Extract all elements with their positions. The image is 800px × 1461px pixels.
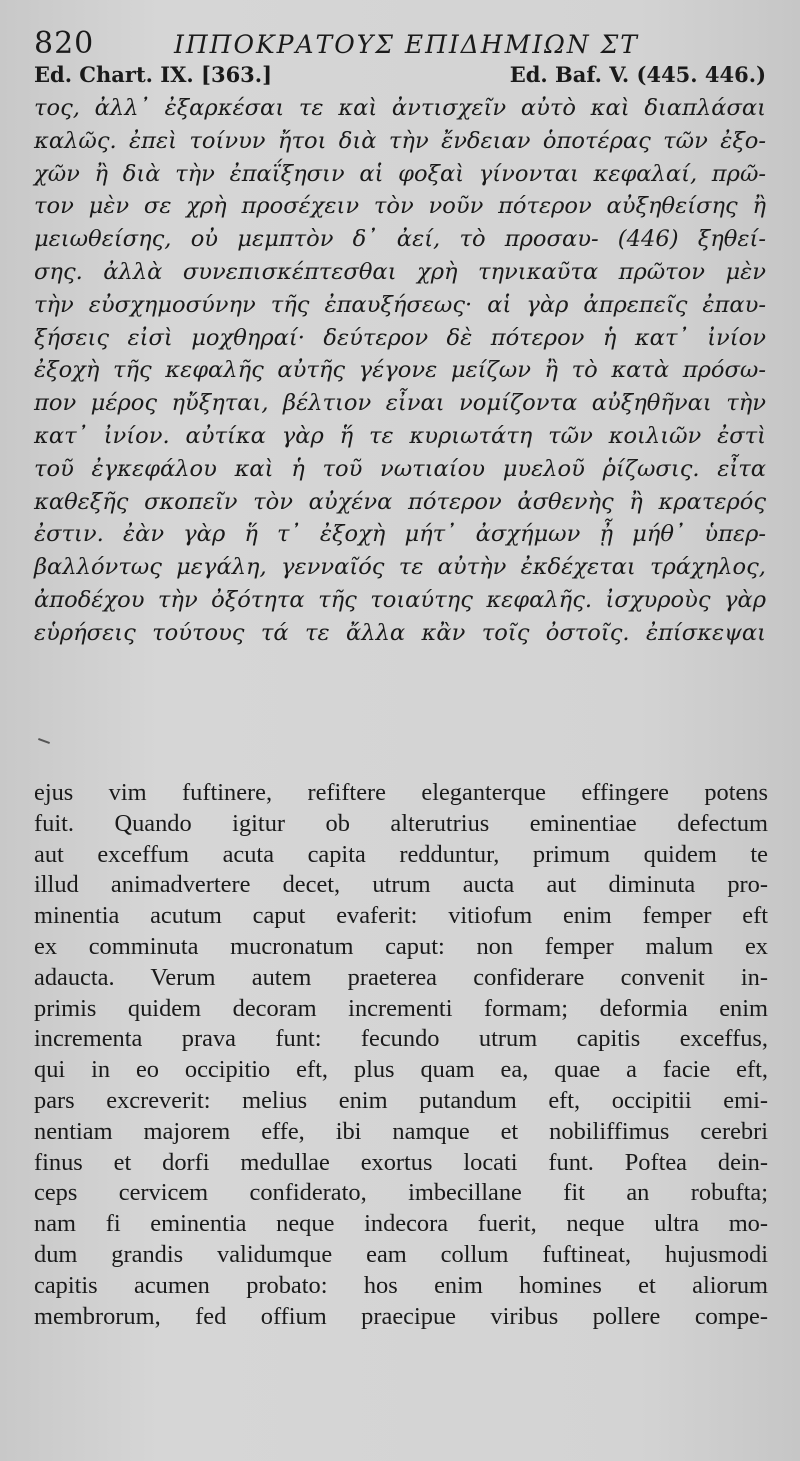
latin-line: minentia acutum caput evaferit: vitiofum enim femper eft (34, 902, 768, 930)
running-title: ΙΠΠΟΚΡΑΤΟΥΣ ΕΠΙΔΗΜΙΩΝ ΣΤ (174, 30, 639, 59)
greek-line: καλῶς. ἐπεὶ τοίνυν ἤτοι διὰ τὴν ἔνδειαν ὁποτέρας τῶν ἐξο- (34, 127, 766, 154)
latin-line: fuit. Quando igitur ob alterutrius eminentiae defectum (34, 809, 768, 837)
latin-line: pars excreverit: melius enim putandum eft, occipitii emi- (34, 1086, 768, 1114)
latin-line: incrementa prava funt: fecundo utrum capitis exceffus, (34, 1025, 768, 1053)
greek-line: βαλλόντως μεγάλη, γενναῖός τε αὐτὴν ἐκδέχεται τράχηλος, (34, 554, 766, 581)
stray-mark (38, 738, 50, 744)
latin-line: nentiam majorem effe, ibi namque et nobiliffimus cerebri (34, 1117, 768, 1145)
greek-line: πον μέρος ηὔξηται, βέλτιον εἶναι νομίζοντα αὐξηθῆναι τὴν (34, 390, 766, 417)
latin-line: illud animadvertere decet, utrum aucta aut diminuta pro- (34, 871, 768, 899)
running-head (34, 26, 766, 66)
greek-line: τος, ἀλλ᾽ ἐξαρκέσαι τε καὶ ἀντισχεῖν αὐτὸ καὶ διαπλάσαι (34, 95, 766, 121)
latin-line: ex comminuta mucronatum caput: non femper malum ex (34, 932, 768, 960)
greek-text-block (34, 92, 766, 650)
greek-line: καθεξῆς σκοπεῖν τὸν αὐχένα πότερον ἀσθενὴς ἢ κρατερός (34, 488, 766, 515)
greek-line: εὑρήσεις τούτους τά τε ἄλλα κἂν τοῖς ὀστοῖς. ἐπίσκεψαι (34, 619, 766, 646)
greek-line: ἀποδέχου τὴν ὀξότητα τῆς τοιαύτης κεφαλῆς. ἰσχυροὺς γὰρ (34, 586, 766, 613)
latin-line: nam fi eminentia neque indecora fuerit, neque ultra mo- (34, 1210, 768, 1238)
latin-line: capitis acumen probato: hos enim homines et aliorum (34, 1271, 768, 1299)
page-number: 820 (34, 26, 95, 61)
greek-line: τὴν εὐσχημοσύνην τῆς ἐπαυξήσεως· αἱ γὰρ ἀπρεπεῖς ἐπαυ- (34, 291, 766, 318)
greek-line: ἐστιν. ἐὰν γὰρ ἥ τ᾽ ἐξοχὴ μήτ᾽ ἀσχήμων ᾖ μήθ᾽ ὑπερ- (34, 521, 766, 548)
latin-text-block (34, 778, 768, 1332)
latin-line: primis quidem decoram incrementi formam; deformia enim (34, 994, 768, 1022)
greek-line: σης. ἀλλὰ συνεπισκέπτεσθαι χρὴ τηνικαῦτα πρῶτον μὲν (34, 258, 766, 285)
edition-line (34, 62, 766, 92)
edition-left: Ed. Chart. IX. [363.] (34, 62, 273, 87)
greek-line: κατ᾽ ἰνίον. αὐτίκα γὰρ ἥ τε κυριωτάτη τῶν κοιλιῶν ἐστὶ (34, 422, 766, 449)
latin-line: finus et dorfi medullae exortus locati funt. Poftea dein- (34, 1148, 768, 1176)
latin-line: membrorum, fed offium praecipue viribus pollere compe- (34, 1302, 768, 1330)
edition-right: Ed. Baf. V. (445. 446.) (509, 62, 766, 87)
latin-line: ejus vim fuftinere, refiftere eleganterque effingere potens (34, 779, 768, 806)
latin-line: ceps cervicem confiderato, imbecillane fit an robufta; (34, 1179, 768, 1207)
greek-line: χῶν ἢ διὰ τὴν ἐπαΐξησιν αἱ φοξαὶ γίνονται κεφαλαί, πρῶ- (34, 160, 766, 187)
greek-line: μειωθείσης, οὐ μεμπτὸν δ᾽ ἀεί, τὸ προσαυ- (446) ξηθεί- (34, 226, 766, 253)
greek-line: ξήσεις εἰσὶ μοχθηραί· δεύτερον δὲ πότερον ἡ κατ᾽ ἰνίον (34, 324, 766, 351)
greek-line: τον μὲν σε χρὴ προσέχειν τὸν νοῦν πότερον αὐξηθείσης ἢ (34, 193, 766, 220)
greek-line: ἐξοχὴ τῆς κεφαλῆς αὐτῆς γέγονε μείζων ἢ τὸ κατὰ πρόσω- (34, 357, 766, 384)
greek-line: τοῦ ἐγκεφάλου καὶ ἡ τοῦ νωτιαίου μυελοῦ ῥίζωσις. εἶτα (34, 455, 766, 482)
latin-line: aut exceffum acuta capita redduntur, primum quidem te (34, 840, 768, 868)
latin-line: dum grandis validumque eam collum fuftineat, hujusmodi (34, 1240, 768, 1268)
latin-line: adaucta. Verum autem praeterea confiderare convenit in- (34, 963, 768, 991)
latin-line: qui in eo occipitio eft, plus quam ea, quae a facie eft, (34, 1056, 768, 1084)
